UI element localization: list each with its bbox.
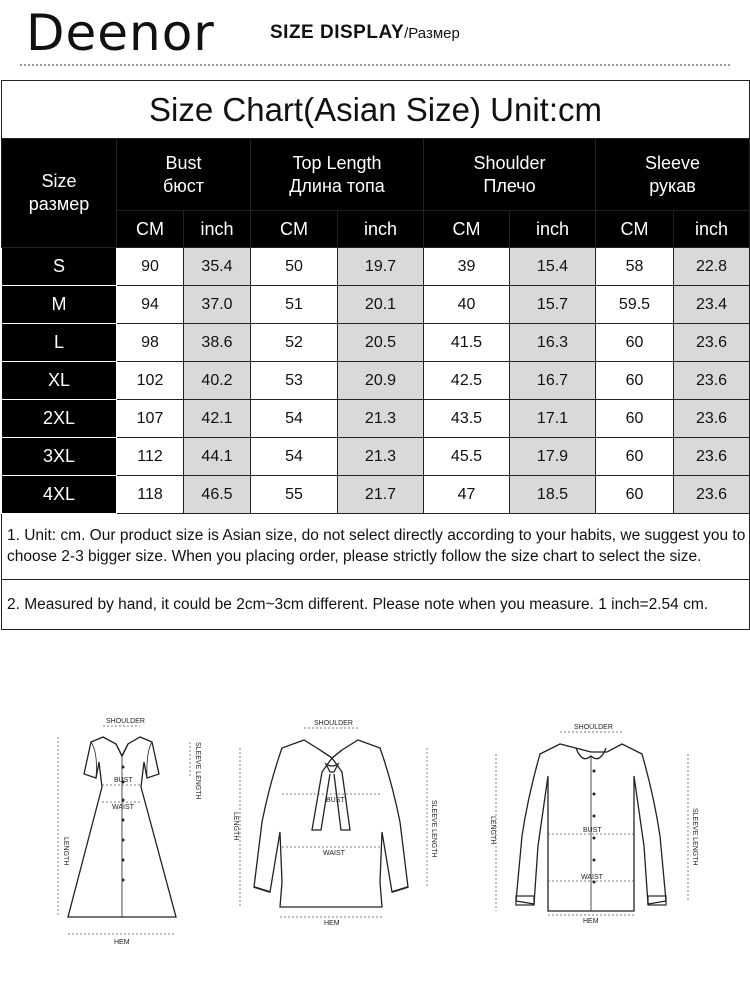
size-cell-len-in: 20.1 [338, 286, 424, 324]
size-cell-sh-cm: 39 [424, 248, 510, 286]
size-cell-sh-in: 15.4 [510, 248, 596, 286]
size-cell-bust-cm: 94 [117, 286, 184, 324]
unit-inch-header: inch [338, 211, 424, 248]
size-display-label [270, 22, 460, 44]
size-cell-bust-in: 40.2 [184, 362, 251, 400]
size-cell-sl-cm: 60 [596, 324, 674, 362]
size-cell-sl-cm: 60 [596, 438, 674, 476]
blouse-bust-label: BUST [326, 797, 345, 804]
top-length-header-ru: Длина топа [289, 175, 385, 196]
size-cell-len-in: 20.5 [338, 324, 424, 362]
chart-title: Size Chart(Asian Size) Unit:cm [2, 81, 750, 139]
size-cell-len-in: 21.3 [338, 400, 424, 438]
note-unit: 1. Unit: cm. Our product size is Asian size, do not select directly according to your habits, we suggest you to choose 2-3 bigger size. When you placing order, please strictly follow the size chart to select the size. [2, 514, 750, 580]
size-cell-sh-cm: 45.5 [424, 438, 510, 476]
size-cell-sh-cm: 41.5 [424, 324, 510, 362]
size-cell-bust-in: 38.6 [184, 324, 251, 362]
size-row [2, 324, 750, 362]
size-cell-sl-cm: 60 [596, 400, 674, 438]
size-header [2, 139, 117, 248]
size-cell-sh-cm: 43.5 [424, 400, 510, 438]
size-cell-sl-in: 23.4 [674, 286, 750, 324]
size-label: L [2, 324, 117, 362]
shoulder-header-ru: Плечо [483, 175, 536, 196]
top-length-header-en: Top Length [292, 152, 382, 173]
size-header-ru: размер [28, 194, 90, 214]
size-row [2, 476, 750, 514]
size-label: S [2, 248, 117, 286]
size-cell-sl-in: 23.6 [674, 476, 750, 514]
size-cell-bust-cm: 112 [117, 438, 184, 476]
note-measure: 2. Measured by hand, it could be 2cm~3cm different. Please note when you measure. 1 inch=2.54 cm. [2, 580, 750, 630]
size-label: 4XL [2, 476, 117, 514]
dress-bust-label: BUST [114, 777, 133, 784]
size-cell-sl-in: 23.6 [674, 400, 750, 438]
blouse-waist-label: WAIST [323, 850, 345, 857]
size-cell-bust-cm: 102 [117, 362, 184, 400]
size-cell-len-in: 21.7 [338, 476, 424, 514]
brand-logo: Deenor [26, 4, 215, 62]
size-cell-bust-cm: 98 [117, 324, 184, 362]
unit-inch-header: inch [184, 211, 251, 248]
size-cell-sl-cm: 60 [596, 362, 674, 400]
shirt-length-label: LENGTH [489, 816, 496, 845]
header-divider [20, 64, 730, 66]
size-cell-len-cm: 55 [251, 476, 338, 514]
size-cell-sl-in: 23.6 [674, 438, 750, 476]
sleeve-header-en: Sleeve [644, 152, 701, 173]
size-cell-sh-in: 18.5 [510, 476, 596, 514]
size-chart-table [1, 80, 750, 630]
shirt-diagram [482, 716, 712, 931]
size-cell-len-cm: 51 [251, 286, 338, 324]
shirt-sleeve-label: SLEEVE LENGTH [691, 808, 698, 866]
size-label: 2XL [2, 400, 117, 438]
sleeve-header-ru: рукав [649, 175, 696, 196]
size-cell-sl-in: 22.8 [674, 248, 750, 286]
size-cell-sl-in: 23.6 [674, 362, 750, 400]
size-cell-bust-cm: 118 [117, 476, 184, 514]
dress-shoulder-label: SHOULDER [106, 718, 145, 725]
size-label: M [2, 286, 117, 324]
shirt-hem-label: HEM [583, 918, 599, 925]
dress-diagram [46, 712, 206, 947]
page-header [0, 0, 750, 70]
unit-cm-header: CM [251, 211, 338, 248]
shirt-waist-label: WAIST [581, 874, 603, 881]
size-label: XL [2, 362, 117, 400]
size-cell-len-in: 21.3 [338, 438, 424, 476]
bust-header [117, 139, 251, 211]
blouse-sleeve-label: SLEEVE LENGTH [430, 800, 437, 858]
size-display-ru: /Размер [404, 25, 460, 42]
size-cell-sh-in: 17.9 [510, 438, 596, 476]
blouse-length-label: LENGTH [232, 812, 239, 841]
bust-header-en: Bust [165, 152, 202, 173]
dress-waist-label: WAIST [112, 804, 134, 811]
size-cell-bust-cm: 107 [117, 400, 184, 438]
dress-length-label: LENGTH [62, 837, 69, 866]
size-cell-sh-in: 17.1 [510, 400, 596, 438]
size-cell-sh-cm: 42.5 [424, 362, 510, 400]
size-cell-sl-cm: 58 [596, 248, 674, 286]
size-cell-len-cm: 54 [251, 400, 338, 438]
unit-cm-header: CM [596, 211, 674, 248]
size-cell-bust-in: 37.0 [184, 286, 251, 324]
dress-hem-label: HEM [114, 939, 130, 946]
blouse-shoulder-label: SHOULDER [314, 720, 353, 727]
size-cell-bust-in: 42.1 [184, 400, 251, 438]
size-cell-sh-cm: 47 [424, 476, 510, 514]
shoulder-header-en: Shoulder [473, 152, 546, 173]
size-label: 3XL [2, 438, 117, 476]
unit-inch-header: inch [674, 211, 750, 248]
unit-inch-header: inch [510, 211, 596, 248]
blouse-hem-label: HEM [324, 920, 340, 927]
size-cell-bust-in: 44.1 [184, 438, 251, 476]
size-row [2, 438, 750, 476]
size-cell-len-cm: 54 [251, 438, 338, 476]
size-cell-sh-cm: 40 [424, 286, 510, 324]
size-row [2, 248, 750, 286]
size-display-en: SIZE DISPLAY [270, 22, 405, 43]
top-length-header [251, 139, 424, 211]
size-cell-sl-in: 23.6 [674, 324, 750, 362]
size-cell-sl-cm: 60 [596, 476, 674, 514]
size-cell-sh-in: 16.3 [510, 324, 596, 362]
size-cell-len-cm: 53 [251, 362, 338, 400]
bust-header-ru: бюст [162, 175, 205, 196]
size-row [2, 400, 750, 438]
unit-cm-header: CM [117, 211, 184, 248]
size-cell-bust-cm: 90 [117, 248, 184, 286]
shoulder-header [424, 139, 596, 211]
size-header-en: Size [41, 171, 77, 191]
size-row [2, 286, 750, 324]
size-cell-bust-in: 35.4 [184, 248, 251, 286]
size-cell-len-in: 19.7 [338, 248, 424, 286]
size-cell-sl-cm: 59.5 [596, 286, 674, 324]
size-cell-sh-in: 16.7 [510, 362, 596, 400]
blouse-diagram [222, 712, 447, 927]
unit-cm-header: CM [424, 211, 510, 248]
shirt-shoulder-label: SHOULDER [574, 724, 613, 731]
size-cell-len-cm: 52 [251, 324, 338, 362]
size-cell-sh-in: 15.7 [510, 286, 596, 324]
size-cell-len-in: 20.9 [338, 362, 424, 400]
size-cell-bust-in: 46.5 [184, 476, 251, 514]
dress-sleeve-label: SLEEVE LENGTH [194, 742, 201, 800]
shirt-bust-label: BUST [583, 827, 602, 834]
size-row [2, 362, 750, 400]
sleeve-header [596, 139, 750, 211]
size-cell-len-cm: 50 [251, 248, 338, 286]
